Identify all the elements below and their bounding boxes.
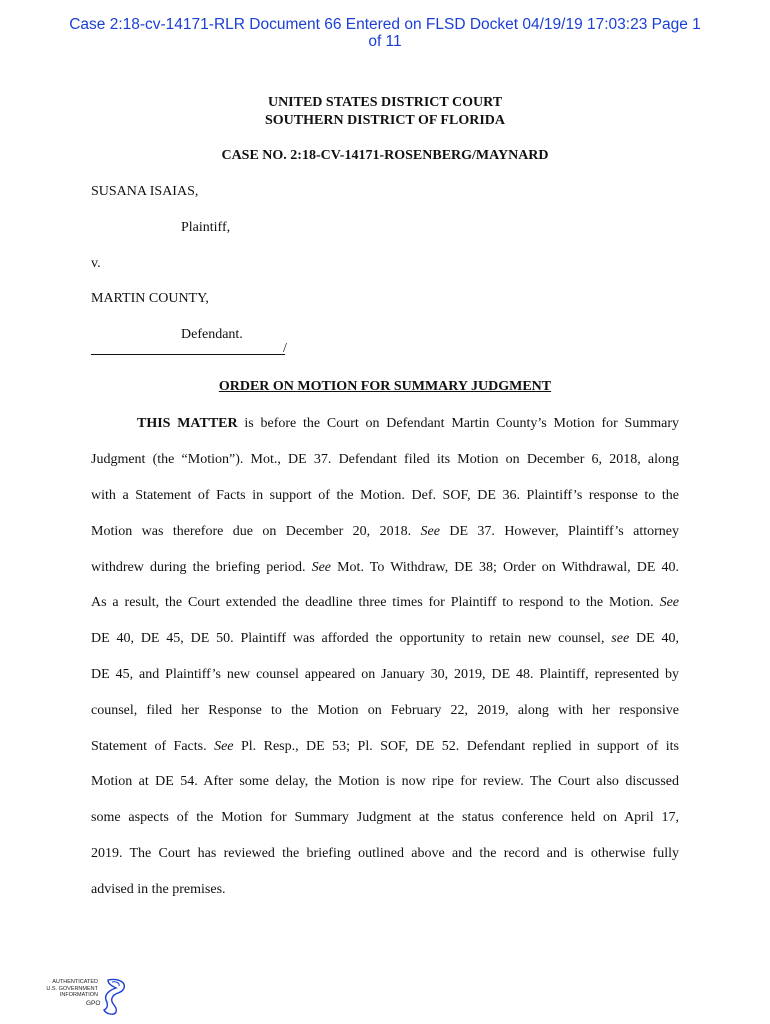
gpo-seal-line-2: U.S. GOVERNMENT bbox=[46, 985, 98, 992]
body-line-5 bbox=[91, 560, 679, 576]
body-line-9: counsel, filed her Response to the Motion on February 22, 2019, along with her responsive bbox=[91, 703, 679, 718]
docket-header-stamp bbox=[40, 16, 730, 50]
body-line-10-a: Statement of Facts. bbox=[91, 739, 215, 754]
case-number: CASE NO. 2:18-CV-14171-ROSENBERG/MAYNARD bbox=[221, 148, 549, 163]
body-line-1 bbox=[137, 416, 679, 432]
body-line-2: Judgment (the “Motion”). Mot., DE 37. Defendant filed its Motion on December 6, 2018, along bbox=[91, 452, 679, 467]
body-line-14: advised in the premises. bbox=[91, 882, 226, 897]
body-line-5-a: withdrew during the briefing period. bbox=[91, 560, 312, 575]
body-line-4-see: See bbox=[420, 524, 440, 539]
body-line-5-b: Mot. To Withdraw, DE 38; Order on Withdrawal, DE 40. bbox=[331, 560, 679, 575]
body-line-6-a: As a result, the Court extended the deadline three times for Plaintiff to respond to the Motion. bbox=[91, 595, 660, 610]
body-line-3: with a Statement of Facts in support of the Motion. Def. SOF, DE 36. Plaintiff’s response to the bbox=[91, 488, 679, 503]
gpo-authentication-seal bbox=[46, 976, 136, 1016]
defendant-name: MARTIN COUNTY, bbox=[91, 291, 209, 306]
body-line-10 bbox=[91, 739, 679, 755]
court-name: UNITED STATES DISTRICT COURT bbox=[267, 95, 503, 110]
order-title: ORDER ON MOTION FOR SUMMARY JUDGMENT bbox=[218, 379, 552, 394]
body-line-4-b: DE 37. However, Plaintiff’s attorney bbox=[439, 524, 679, 539]
docket-header-line-2: of 11 bbox=[368, 33, 402, 50]
body-line-11: Motion at DE 54. After some delay, the Motion is now ripe for review. The Court also discussed bbox=[91, 774, 679, 789]
court-district: SOUTHERN DISTRICT OF FLORIDA bbox=[265, 113, 505, 128]
body-line-7-b: DE 40, bbox=[629, 631, 679, 646]
body-line-7-see: see bbox=[611, 631, 630, 646]
gpo-seal-line-1: AUTHENTICATED bbox=[52, 979, 98, 985]
body-line-7 bbox=[91, 631, 679, 647]
body-line-13: 2019. The Court has reviewed the briefing outlined above and the record and is otherwise fully bbox=[91, 846, 679, 861]
body-line-6-see: See bbox=[659, 595, 679, 610]
body-line-12: some aspects of the Motion for Summary Judgment at the status conference held on April 17, bbox=[91, 810, 679, 825]
gpo-seal-line-3: INFORMATION bbox=[59, 992, 98, 998]
plaintiff-role: Plaintiff, bbox=[181, 220, 231, 235]
body-line-8: DE 45, and Plaintiff’s new counsel appeared on January 30, 2019, DE 48. Plaintiff, represented by bbox=[91, 667, 679, 682]
plaintiff-name: SUSANA ISAIAS, bbox=[91, 184, 199, 199]
this-matter-lead: THIS MATTER bbox=[137, 416, 238, 431]
defendant-role: Defendant. bbox=[181, 327, 243, 342]
body-line-7-a: DE 40, DE 45, DE 50. Plaintiff was afforded the opportunity to retain new counsel, bbox=[91, 631, 612, 646]
body-line-4 bbox=[91, 524, 679, 540]
gpo-seal-mark: GPO bbox=[86, 1000, 101, 1007]
docket-header-line-1: Case 2:18-cv-14171-RLR Document 66 Entered on FLSD Docket 04/19/19 17:03:23 Page 1 bbox=[69, 16, 701, 33]
body-line-5-see: See bbox=[311, 560, 332, 575]
body-line-1-text: is before the Court on Defendant Martin County’s Motion for Summary bbox=[237, 416, 679, 431]
body-line-10-see: See bbox=[214, 739, 234, 754]
body-line-6 bbox=[91, 595, 679, 611]
caption-rule bbox=[91, 342, 285, 355]
caption-slash: / bbox=[283, 341, 287, 356]
body-line-10-b: Pl. Resp., DE 53; Pl. SOF, DE 52. Defendant replied in support of its bbox=[233, 739, 679, 754]
eagle-icon bbox=[46, 976, 136, 1016]
versus: v. bbox=[91, 256, 101, 271]
body-line-4-a: Motion was therefore due on December 20, 2018. bbox=[91, 524, 421, 539]
